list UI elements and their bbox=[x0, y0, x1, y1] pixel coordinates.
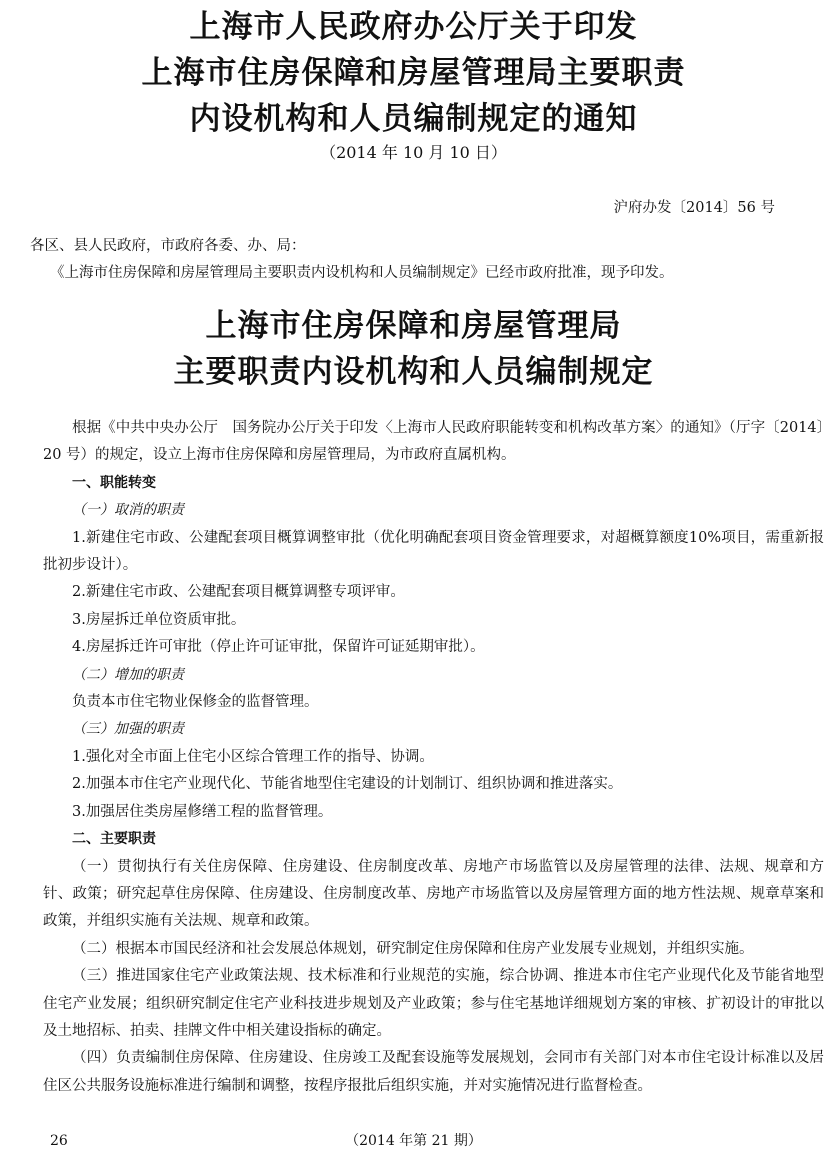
list-item: 1.新建住宅市政、公建配套项目概算调整审批（优化明确配套项目资金管理要求，对超概算额度10%项目，需重新报批初步设计）。 bbox=[43, 529, 824, 574]
notice-date: （2014 年 10 月 10 日） bbox=[320, 143, 507, 162]
notice-title-line-2: 上海市住房保障和房屋管理局主要职责 bbox=[141, 55, 686, 91]
list-item: 3.房屋拆迁单位资质审批。 bbox=[72, 611, 246, 628]
list-item: 负责本市住宅物业保修金的监督管理。 bbox=[72, 694, 319, 711]
subheading-cancelled: （一）取消的职责 bbox=[72, 502, 184, 519]
addressee: 各区、县人民政府，市政府各委、办、局： bbox=[30, 238, 306, 254]
notice-title-line-1: 上海市人民政府办公厅关于印发 bbox=[189, 9, 638, 45]
list-item: 3.加强居住类房屋修缮工程的监督管理。 bbox=[72, 803, 333, 820]
regulation-title-line-1: 上海市住房保障和房屋管理局 bbox=[205, 308, 622, 344]
list-item: 2.加强本市住宅产业现代化、节能省地型住宅建设的计划制订、组织协调和推进落实。 bbox=[72, 776, 623, 793]
notice-body bbox=[30, 233, 810, 287]
subheading-added: （二）增加的职责 bbox=[72, 666, 184, 683]
issue-number: （2014 年第 21 期） bbox=[345, 1133, 482, 1149]
regulation-title-line-2: 主要职责内设机构和人员编制规定 bbox=[173, 354, 654, 390]
list-item: 2.新建住宅市政、公建配套项目概算调整专项评审。 bbox=[72, 584, 405, 601]
notice-text: 《上海市住房保障和房屋管理局主要职责内设机构和人员编制规定》已经市政府批准，现予印发。 bbox=[50, 265, 674, 281]
page-number: 26 bbox=[50, 1133, 68, 1149]
duty-paragraph: （一）贯彻执行有关住房保障、住房建设、住房制度改革、房地产市场监管以及房屋管理的法律、法规、规章和方针、政策；研究起草住房保障、住房建设、住房制度改革、房地产市场监管以及房屋管理方面的地方性法规、规章草案和政策，并组织实施有关法规、规章和政策。 bbox=[43, 858, 824, 930]
subheading-strengthened: （三）加强的职责 bbox=[72, 721, 184, 738]
notice-title bbox=[0, 4, 827, 142]
section-heading-main-duties: 二、主要职责 bbox=[72, 831, 156, 848]
regulation-title bbox=[0, 303, 827, 395]
intro-paragraph: 根据《中共中央办公厅 国务院办公厅关于印发〈上海市人民政府职能转变和机构改革方案〉的通知》（厅字〔2014〕20 号）的规定，设立上海市住房保障和房屋管理局，为市政府直属机构。 bbox=[43, 420, 824, 464]
list-item: 4.房屋拆迁许可审批（停止许可证审批，保留许可证延期审批）。 bbox=[72, 639, 485, 656]
duty-paragraph: （二）根据本市国民经济和社会发展总体规划，研究制定住房保障和住房产业发展专业规划，并组织实施。 bbox=[72, 940, 754, 957]
duty-paragraph: （三）推进国家住宅产业政策法规、技术标准和行业规范的实施，综合协调、推进本市住宅产业现代化及节能省地型住宅产业发展；组织研究制定住宅产业科技进步规划及产业政策；参与住宅基地详细规划方案的审核、扩初设计的审批以及土地招标、拍卖、挂牌文件中相关建设指标的确定。 bbox=[43, 968, 824, 1039]
regulation-body bbox=[43, 415, 824, 1100]
notice-title-line-3: 内设机构和人员编制规定的通知 bbox=[189, 101, 638, 137]
list-item: 1.强化对全市面上住宅小区综合管理工作的指导、协调。 bbox=[72, 748, 434, 765]
document-number: 沪府办发〔2014〕56 号 bbox=[613, 200, 775, 216]
duty-paragraph: （四）负责编制住房保障、住房建设、住房竣工及配套设施等发展规划，会同市有关部门对本市住宅设计标准以及居住区公共服务设施标准进行编制和调整，按程序报批后组织实施，并对实施情况进行监督检查。 bbox=[43, 1050, 824, 1094]
section-heading-functions-change: 一、职能转变 bbox=[72, 474, 156, 491]
